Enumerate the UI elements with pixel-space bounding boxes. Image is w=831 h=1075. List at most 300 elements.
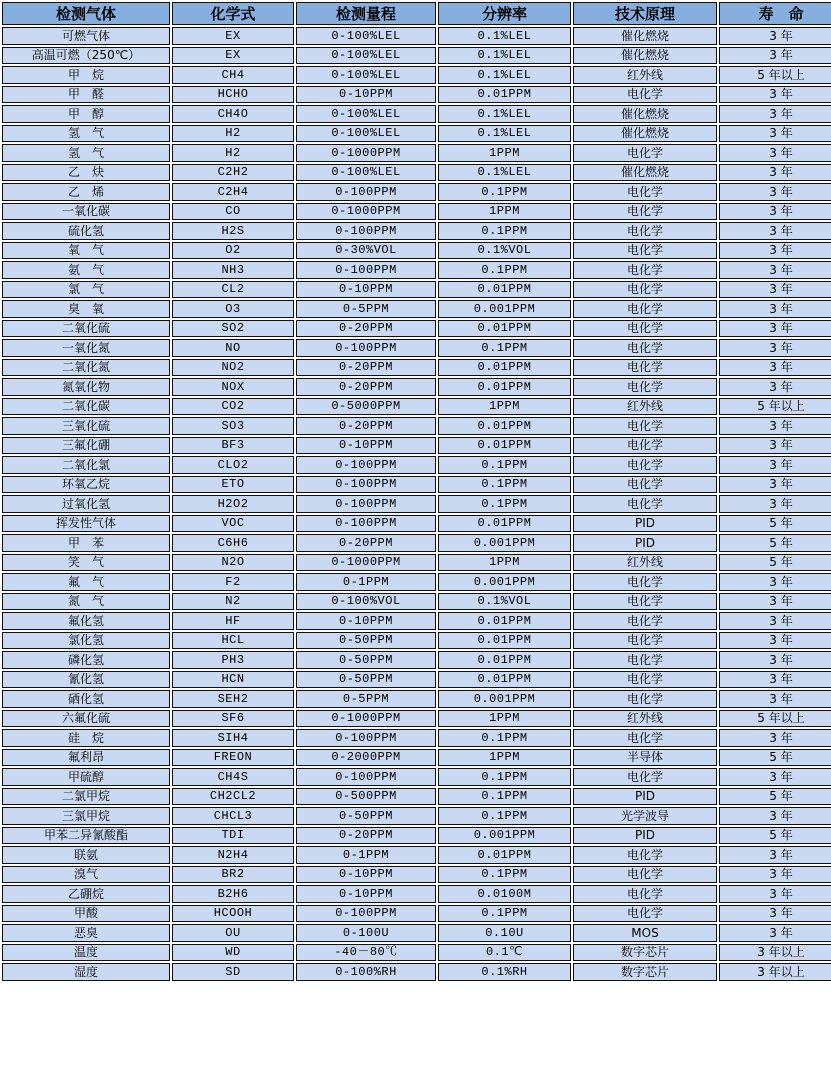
cell-principle: 电化学 [573, 495, 717, 513]
cell-gas: 氮 气 [2, 593, 170, 611]
cell-gas: 氧 气 [2, 242, 170, 260]
cell-formula: BF3 [172, 437, 294, 455]
cell-gas: 氯 气 [2, 281, 170, 299]
table-row [2, 476, 831, 494]
cell-lifespan: 3 年 [719, 144, 831, 162]
cell-range: 0-100PPM [296, 476, 436, 494]
cell-gas: 硒化氢 [2, 690, 170, 708]
cell-gas: 联氨 [2, 846, 170, 864]
cell-formula: SEH2 [172, 690, 294, 708]
cell-formula: H2 [172, 125, 294, 143]
cell-lifespan: 5 年 [719, 788, 831, 806]
table-row [2, 261, 831, 279]
cell-resolution: 1PPM [438, 203, 571, 221]
cell-principle: 电化学 [573, 339, 717, 357]
cell-range: 0-100PPM [296, 222, 436, 240]
cell-range: 0-100PPM [296, 495, 436, 513]
cell-formula: EX [172, 27, 294, 45]
cell-principle: 电化学 [573, 671, 717, 689]
cell-range: 0-10PPM [296, 866, 436, 884]
cell-range: 0-100PPM [296, 515, 436, 533]
cell-principle: PID [573, 534, 717, 552]
cell-resolution: 0.1%VOL [438, 593, 571, 611]
cell-lifespan: 5 年 [719, 534, 831, 552]
cell-formula: B2H6 [172, 885, 294, 903]
cell-lifespan: 3 年 [719, 300, 831, 318]
table-row [2, 710, 831, 728]
cell-gas: 三氯甲烷 [2, 807, 170, 825]
cell-formula: SO2 [172, 320, 294, 338]
cell-range: 0-100%VOL [296, 593, 436, 611]
cell-range: 0-1000PPM [296, 554, 436, 572]
cell-gas: 硅 烷 [2, 729, 170, 747]
cell-range: 0-10PPM [296, 437, 436, 455]
cell-lifespan: 3 年 [719, 671, 831, 689]
cell-resolution: 0.1PPM [438, 768, 571, 786]
table-row [2, 671, 831, 689]
cell-gas: 溴气 [2, 866, 170, 884]
cell-principle: 电化学 [573, 222, 717, 240]
cell-lifespan: 3 年 [719, 729, 831, 747]
cell-lifespan: 3 年 [719, 125, 831, 143]
table-row [2, 768, 831, 786]
cell-range: 0-100U [296, 924, 436, 942]
cell-principle: 电化学 [573, 612, 717, 630]
table-row [2, 534, 831, 552]
cell-gas: 二氯甲烷 [2, 788, 170, 806]
cell-gas: 氰化氢 [2, 671, 170, 689]
cell-principle: 电化学 [573, 846, 717, 864]
table-row [2, 788, 831, 806]
cell-formula: HCL [172, 632, 294, 650]
table-row [2, 515, 831, 533]
cell-formula: EX [172, 47, 294, 65]
cell-principle: MOS [573, 924, 717, 942]
cell-range: 0-5000PPM [296, 398, 436, 416]
table-row [2, 86, 831, 104]
cell-formula: CH4 [172, 66, 294, 84]
cell-resolution: 0.1%LEL [438, 66, 571, 84]
cell-range: 0-100PPM [296, 729, 436, 747]
cell-lifespan: 3 年 [719, 27, 831, 45]
table-row [2, 300, 831, 318]
cell-gas: 臭 氧 [2, 300, 170, 318]
cell-range: 0-1PPM [296, 846, 436, 864]
cell-principle: 电化学 [573, 885, 717, 903]
cell-gas: 环氧乙烷 [2, 476, 170, 494]
cell-lifespan: 3 年 [719, 612, 831, 630]
cell-resolution: 0.01PPM [438, 86, 571, 104]
cell-formula: N2H4 [172, 846, 294, 864]
cell-lifespan: 3 年 [719, 105, 831, 123]
cell-principle: 电化学 [573, 690, 717, 708]
cell-resolution: 0.1PPM [438, 788, 571, 806]
cell-principle: 电化学 [573, 437, 717, 455]
cell-range: 0-100%LEL [296, 47, 436, 65]
cell-lifespan: 3 年 [719, 476, 831, 494]
cell-formula: NO2 [172, 359, 294, 377]
table-row [2, 66, 831, 84]
table-row [2, 398, 831, 416]
cell-principle: 红外线 [573, 66, 717, 84]
cell-lifespan: 3 年 [719, 593, 831, 611]
table-row [2, 125, 831, 143]
cell-lifespan: 3 年 [719, 768, 831, 786]
cell-range: 0-50PPM [296, 632, 436, 650]
cell-resolution: 0.1PPM [438, 222, 571, 240]
cell-range: 0-20PPM [296, 827, 436, 845]
cell-range: 0-2000PPM [296, 749, 436, 767]
cell-formula: HF [172, 612, 294, 630]
cell-gas: 甲苯二异氰酸酯 [2, 827, 170, 845]
cell-principle: 电化学 [573, 651, 717, 669]
cell-resolution: 1PPM [438, 749, 571, 767]
cell-formula: ETO [172, 476, 294, 494]
cell-formula: CL2 [172, 281, 294, 299]
cell-principle: 电化学 [573, 242, 717, 260]
table-row [2, 651, 831, 669]
cell-formula: CO [172, 203, 294, 221]
cell-gas: 挥发性气体 [2, 515, 170, 533]
cell-principle: 电化学 [573, 632, 717, 650]
cell-formula: HCHO [172, 86, 294, 104]
cell-resolution: 0.1PPM [438, 866, 571, 884]
table-row [2, 222, 831, 240]
header-lifespan: 寿 命 [719, 2, 831, 25]
cell-resolution: 0.01PPM [438, 359, 571, 377]
cell-range: 0-20PPM [296, 417, 436, 435]
cell-gas: 氨 气 [2, 261, 170, 279]
cell-principle: PID [573, 515, 717, 533]
cell-gas: 恶臭 [2, 924, 170, 942]
cell-principle: 电化学 [573, 905, 717, 923]
cell-principle: 红外线 [573, 554, 717, 572]
cell-range: 0-100PPM [296, 768, 436, 786]
cell-principle: 电化学 [573, 417, 717, 435]
cell-resolution: 0.1%LEL [438, 164, 571, 182]
cell-gas: 笑 气 [2, 554, 170, 572]
cell-resolution: 0.1PPM [438, 905, 571, 923]
cell-resolution: 0.01PPM [438, 437, 571, 455]
cell-formula: F2 [172, 573, 294, 591]
cell-lifespan: 5 年 [719, 749, 831, 767]
cell-principle: 电化学 [573, 86, 717, 104]
cell-formula: CHCL3 [172, 807, 294, 825]
cell-formula: C2H4 [172, 183, 294, 201]
cell-formula: CO2 [172, 398, 294, 416]
cell-principle: 催化燃烧 [573, 27, 717, 45]
table-row [2, 885, 831, 903]
cell-lifespan: 3 年 [719, 846, 831, 864]
header-principle: 技术原理 [573, 2, 717, 25]
cell-resolution: 0.1PPM [438, 807, 571, 825]
cell-lifespan: 3 年 [719, 242, 831, 260]
cell-range: 0-10PPM [296, 281, 436, 299]
cell-formula: H2O2 [172, 495, 294, 513]
table-row [2, 105, 831, 123]
cell-gas: 一氧化氮 [2, 339, 170, 357]
cell-lifespan: 3 年 [719, 378, 831, 396]
cell-range: 0-1PPM [296, 573, 436, 591]
cell-formula: SF6 [172, 710, 294, 728]
cell-gas: 氟利昂 [2, 749, 170, 767]
cell-lifespan: 3 年 [719, 924, 831, 942]
cell-principle: 电化学 [573, 378, 717, 396]
cell-lifespan: 3 年 [719, 866, 831, 884]
cell-range: 0-5PPM [296, 690, 436, 708]
cell-range: 0-100PPM [296, 905, 436, 923]
cell-resolution: 0.01PPM [438, 632, 571, 650]
table-row [2, 807, 831, 825]
cell-range: 0-100%LEL [296, 164, 436, 182]
cell-lifespan: 3 年 [719, 222, 831, 240]
cell-principle: 电化学 [573, 573, 717, 591]
table-row [2, 437, 831, 455]
cell-gas: 氢 气 [2, 125, 170, 143]
table-row [2, 203, 831, 221]
cell-range: 0-100%RH [296, 963, 436, 981]
header-resolution: 分辨率 [438, 2, 571, 25]
cell-resolution: 0.0100M [438, 885, 571, 903]
cell-lifespan: 3 年 [719, 183, 831, 201]
cell-lifespan: 3 年 [719, 651, 831, 669]
cell-range: 0-10PPM [296, 612, 436, 630]
table-row [2, 632, 831, 650]
cell-range: 0-100PPM [296, 261, 436, 279]
cell-range: 0-30%VOL [296, 242, 436, 260]
cell-resolution: 0.1PPM [438, 729, 571, 747]
cell-range: 0-100%LEL [296, 66, 436, 84]
table-row [2, 690, 831, 708]
table-row [2, 183, 831, 201]
table-body [2, 27, 831, 981]
cell-range: 0-20PPM [296, 320, 436, 338]
cell-resolution: 1PPM [438, 398, 571, 416]
cell-principle: 电化学 [573, 281, 717, 299]
cell-gas: 甲 醛 [2, 86, 170, 104]
cell-formula: VOC [172, 515, 294, 533]
cell-resolution: 0.01PPM [438, 515, 571, 533]
cell-gas: 氟 气 [2, 573, 170, 591]
cell-principle: 电化学 [573, 203, 717, 221]
table-row [2, 729, 831, 747]
cell-principle: 电化学 [573, 144, 717, 162]
cell-formula: HCOOH [172, 905, 294, 923]
cell-principle: 电化学 [573, 456, 717, 474]
cell-lifespan: 5 年 [719, 827, 831, 845]
cell-gas: 温度 [2, 944, 170, 962]
cell-formula: SD [172, 963, 294, 981]
cell-principle: 电化学 [573, 768, 717, 786]
cell-resolution: 1PPM [438, 710, 571, 728]
cell-formula: CH4S [172, 768, 294, 786]
cell-lifespan: 3 年 [719, 437, 831, 455]
header-range: 检测量程 [296, 2, 436, 25]
cell-gas: 甲 醇 [2, 105, 170, 123]
cell-gas: 六氟化硫 [2, 710, 170, 728]
header-gas: 检测气体 [2, 2, 170, 25]
cell-principle: 红外线 [573, 710, 717, 728]
table-row [2, 27, 831, 45]
cell-resolution: 1PPM [438, 144, 571, 162]
cell-lifespan: 3 年 [719, 320, 831, 338]
cell-resolution: 0.01PPM [438, 651, 571, 669]
cell-principle: 光学波导 [573, 807, 717, 825]
cell-principle: 电化学 [573, 476, 717, 494]
cell-range: 0-100%LEL [296, 27, 436, 45]
cell-gas: 甲酸 [2, 905, 170, 923]
cell-lifespan: 3 年以上 [719, 963, 831, 981]
cell-resolution: 0.01PPM [438, 612, 571, 630]
table-row [2, 924, 831, 942]
table-row [2, 456, 831, 474]
cell-formula: NOX [172, 378, 294, 396]
cell-range: 0-50PPM [296, 807, 436, 825]
cell-resolution: 0.001PPM [438, 690, 571, 708]
cell-principle: PID [573, 788, 717, 806]
cell-resolution: 0.01PPM [438, 671, 571, 689]
cell-principle: 电化学 [573, 183, 717, 201]
cell-lifespan: 3 年 [719, 456, 831, 474]
cell-range: 0-100%LEL [296, 125, 436, 143]
header-formula: 化学式 [172, 2, 294, 25]
cell-resolution: 0.01PPM [438, 417, 571, 435]
cell-resolution: 0.1%LEL [438, 105, 571, 123]
cell-principle: 催化燃烧 [573, 125, 717, 143]
cell-lifespan: 3 年 [719, 573, 831, 591]
cell-principle: 数字芯片 [573, 944, 717, 962]
cell-gas: 二氧化氮 [2, 359, 170, 377]
cell-range: 0-5PPM [296, 300, 436, 318]
cell-formula: C2H2 [172, 164, 294, 182]
cell-resolution: 0.1%LEL [438, 27, 571, 45]
cell-gas: 甲硫醇 [2, 768, 170, 786]
table-row [2, 339, 831, 357]
cell-formula: SO3 [172, 417, 294, 435]
cell-range: 0-1000PPM [296, 144, 436, 162]
cell-gas: 乙 炔 [2, 164, 170, 182]
cell-formula: BR2 [172, 866, 294, 884]
cell-principle: 电化学 [573, 359, 717, 377]
cell-range: 0-1000PPM [296, 203, 436, 221]
cell-principle: PID [573, 827, 717, 845]
cell-lifespan: 3 年 [719, 281, 831, 299]
cell-resolution: 0.1%LEL [438, 125, 571, 143]
cell-formula: H2S [172, 222, 294, 240]
cell-lifespan: 3 年 [719, 164, 831, 182]
cell-resolution: 0.1PPM [438, 339, 571, 357]
cell-gas: 可燃气体 [2, 27, 170, 45]
table-row [2, 47, 831, 65]
cell-gas: 高温可燃（250℃） [2, 47, 170, 65]
cell-formula: NH3 [172, 261, 294, 279]
cell-lifespan: 3 年 [719, 807, 831, 825]
cell-principle: 红外线 [573, 398, 717, 416]
cell-resolution: 0.1%VOL [438, 242, 571, 260]
cell-formula: H2 [172, 144, 294, 162]
table-row [2, 827, 831, 845]
cell-gas: 磷化氢 [2, 651, 170, 669]
cell-gas: 三氟化硼 [2, 437, 170, 455]
cell-lifespan: 3 年 [719, 885, 831, 903]
cell-principle: 催化燃烧 [573, 47, 717, 65]
cell-principle: 电化学 [573, 866, 717, 884]
cell-principle: 催化燃烧 [573, 164, 717, 182]
cell-resolution: 0.001PPM [438, 573, 571, 591]
cell-lifespan: 3 年 [719, 261, 831, 279]
cell-lifespan: 3 年 [719, 339, 831, 357]
cell-lifespan: 3 年以上 [719, 944, 831, 962]
cell-resolution: 0.01PPM [438, 846, 571, 864]
cell-gas: 湿度 [2, 963, 170, 981]
cell-resolution: 0.01PPM [438, 378, 571, 396]
cell-range: 0-10PPM [296, 86, 436, 104]
cell-lifespan: 5 年以上 [719, 710, 831, 728]
cell-lifespan: 5 年以上 [719, 66, 831, 84]
cell-lifespan: 3 年 [719, 495, 831, 513]
cell-resolution: 0.001PPM [438, 827, 571, 845]
cell-range: 0-1000PPM [296, 710, 436, 728]
table-row [2, 554, 831, 572]
cell-gas: 过氧化氢 [2, 495, 170, 513]
cell-range: 0-20PPM [296, 378, 436, 396]
table-row [2, 963, 831, 981]
table-row [2, 144, 831, 162]
cell-lifespan: 3 年 [719, 47, 831, 65]
table-row [2, 866, 831, 884]
cell-lifespan: 3 年 [719, 690, 831, 708]
table-header [2, 2, 831, 25]
cell-gas: 氮氧化物 [2, 378, 170, 396]
cell-gas: 甲 烷 [2, 66, 170, 84]
cell-formula: OU [172, 924, 294, 942]
cell-formula: O3 [172, 300, 294, 318]
table-row [2, 281, 831, 299]
table-row [2, 749, 831, 767]
cell-principle: 电化学 [573, 593, 717, 611]
cell-resolution: 0.01PPM [438, 320, 571, 338]
cell-principle: 数字芯片 [573, 963, 717, 981]
table-row [2, 359, 831, 377]
cell-gas: 乙 烯 [2, 183, 170, 201]
cell-resolution: 0.1℃ [438, 944, 571, 962]
table-row [2, 573, 831, 591]
cell-range: 0-100PPM [296, 456, 436, 474]
cell-lifespan: 3 年 [719, 632, 831, 650]
table-row [2, 495, 831, 513]
cell-gas: 氯化氢 [2, 632, 170, 650]
cell-gas: 二氧化硫 [2, 320, 170, 338]
cell-range: 0-100PPM [296, 339, 436, 357]
cell-principle: 电化学 [573, 320, 717, 338]
cell-gas: 乙硼烷 [2, 885, 170, 903]
cell-lifespan: 3 年 [719, 203, 831, 221]
cell-formula: N2 [172, 593, 294, 611]
cell-gas: 三氧化硫 [2, 417, 170, 435]
cell-formula: WD [172, 944, 294, 962]
cell-formula: PH3 [172, 651, 294, 669]
table-row [2, 242, 831, 260]
table-row [2, 378, 831, 396]
cell-range: 0-20PPM [296, 359, 436, 377]
cell-range: -40－80℃ [296, 944, 436, 962]
table-row [2, 164, 831, 182]
cell-formula: C6H6 [172, 534, 294, 552]
table-row [2, 320, 831, 338]
cell-range: 0-100PPM [296, 183, 436, 201]
cell-resolution: 0.01PPM [438, 281, 571, 299]
cell-resolution: 0.1%LEL [438, 47, 571, 65]
